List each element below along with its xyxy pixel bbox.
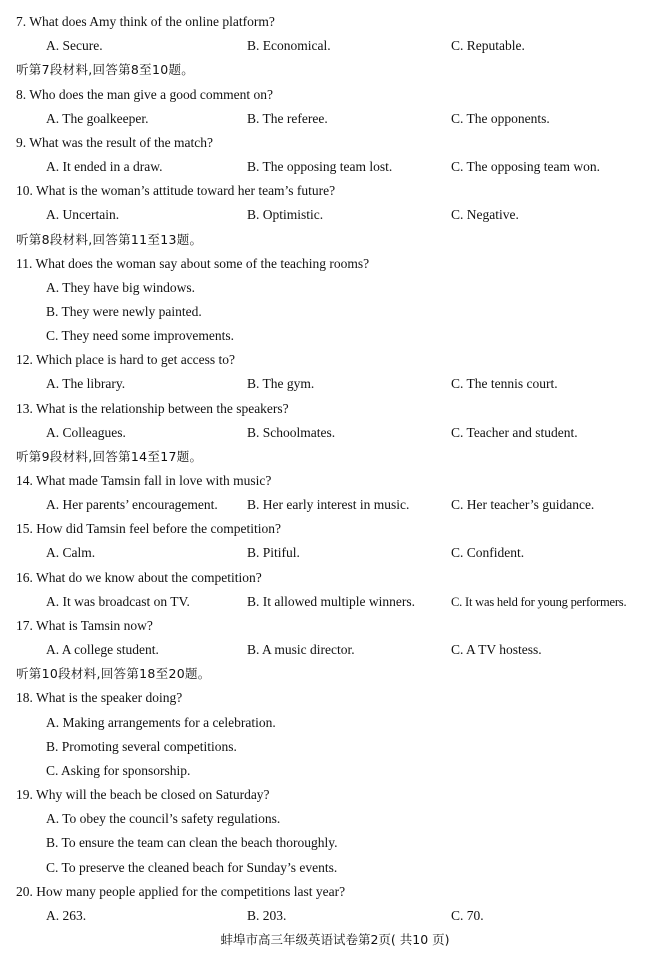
q8-option-a: A. The goalkeeper.	[46, 111, 149, 126]
q8-option-c: C. The opponents.	[451, 111, 550, 126]
question-16: 16. What do we know about the competition?	[16, 570, 262, 585]
question-9: 9. What was the result of the match?	[16, 135, 213, 150]
section-heading-10: 听第10段材料,回答第18至20题。	[16, 666, 211, 681]
q17-option-a: A. A college student.	[46, 642, 159, 657]
q7-option-b: B. Economical.	[247, 38, 331, 53]
q14-option-c: C. Her teacher’s guidance.	[451, 497, 595, 512]
q13-option-b: B. Schoolmates.	[247, 425, 336, 440]
question-20: 20. How many people applied for the competitions last year?	[16, 884, 346, 899]
q14-option-a: A. Her parents’ encouragement.	[46, 497, 218, 512]
q10-option-b: B. Optimistic.	[247, 207, 324, 222]
question-7: 7. What does Amy think of the online platform?	[16, 14, 275, 29]
question-14: 14. What made Tamsin fall in love with music?	[16, 473, 272, 488]
q17-option-c: C. A TV hostess.	[451, 642, 542, 657]
q19-option-b: B. To ensure the team can clean the beach thoroughly.	[46, 835, 338, 850]
q17-option-b: B. A music director.	[247, 642, 355, 657]
q20-option-a: A. 263.	[46, 908, 87, 923]
question-10: 10. What is the woman’s attitude toward her team’s future?	[16, 183, 336, 198]
q13-option-c: C. Teacher and student.	[451, 425, 578, 440]
q19-option-c: C. To preserve the cleaned beach for Sunday’s events.	[46, 860, 338, 875]
q16-option-c: C. It was held for young performers.	[451, 595, 627, 609]
q13-option-a: A. Colleagues.	[46, 425, 126, 440]
question-8: 8. Who does the man give a good comment on?	[16, 87, 273, 102]
question-13: 13. What is the relationship between the speakers?	[16, 401, 289, 416]
q9-option-a: A. It ended in a draw.	[46, 159, 163, 174]
q15-option-b: B. Pitiful.	[247, 545, 300, 560]
q7-option-c: C. Reputable.	[451, 38, 525, 53]
q20-option-b: B. 203.	[247, 908, 287, 923]
q8-option-b: B. The referee.	[247, 111, 328, 126]
section-heading-7: 听第7段材料,回答第8至10题。	[16, 62, 195, 77]
q20-option-c: C. 70.	[451, 908, 484, 923]
q9-option-b: B. The opposing team lost.	[247, 159, 393, 174]
section-heading-8: 听第8段材料,回答第11至13题。	[16, 232, 203, 247]
q12-option-c: C. The tennis court.	[451, 376, 558, 391]
q16-option-b: B. It allowed multiple winners.	[247, 594, 415, 609]
question-19: 19. Why will the beach be closed on Saturday?	[16, 787, 270, 802]
q7-option-a: A. Secure.	[46, 38, 103, 53]
q9-option-c: C. The opposing team won.	[451, 159, 600, 174]
question-12: 12. Which place is hard to get access to?	[16, 352, 236, 367]
q12-option-a: A. The library.	[46, 376, 126, 391]
q11-option-a: A. They have big windows.	[46, 280, 195, 295]
q14-option-b: B. Her early interest in music.	[247, 497, 410, 512]
question-15: 15. How did Tamsin feel before the competition?	[16, 521, 281, 536]
q10-option-a: A. Uncertain.	[46, 207, 120, 222]
q18-option-c: C. Asking for sponsorship.	[46, 763, 191, 778]
question-11: 11. What does the woman say about some of the teaching rooms?	[16, 256, 370, 271]
q15-option-a: A. Calm.	[46, 545, 96, 560]
q18-option-a: A. Making arrangements for a celebration.	[46, 715, 276, 730]
q15-option-c: C. Confident.	[451, 545, 525, 560]
q19-option-a: A. To obey the council’s safety regulations.	[46, 811, 281, 826]
q11-option-b: B. They were newly painted.	[46, 304, 202, 319]
page-footer: 蚌埠市高三年级英语试卷第2页( 共10 页)	[220, 932, 450, 947]
question-18: 18. What is the speaker doing?	[16, 690, 183, 705]
q10-option-c: C. Negative.	[451, 207, 519, 222]
q11-option-c: C. They need some improvements.	[46, 328, 234, 343]
section-heading-9: 听第9段材料,回答第14至17题。	[16, 449, 203, 464]
q12-option-b: B. The gym.	[247, 376, 315, 391]
question-17: 17. What is Tamsin now?	[16, 618, 153, 633]
q16-option-a: A. It was broadcast on TV.	[46, 594, 190, 609]
q18-option-b: B. Promoting several competitions.	[46, 739, 237, 754]
